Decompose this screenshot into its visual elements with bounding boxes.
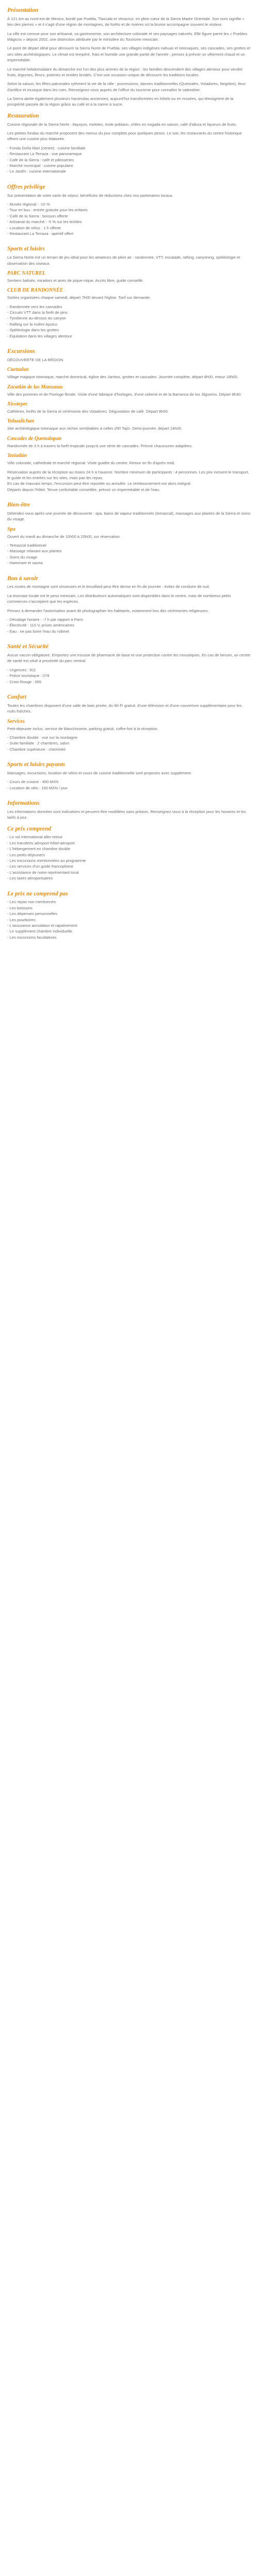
section-paragraph: Selon la saison, les fêtes patronales rythment la vie de la ville : processions, danses traditionnelles (Quetzales, Voladores, Negritos), feux d'artifice et musique dans les rues. Renseignez-vous auprès de l'office du tourisme pour connaître le calendrier. (7, 81, 246, 92)
spacer (7, 752, 251, 756)
section-title: Confort (7, 693, 27, 700)
list-item: - Les excursions mentionnées au programme (7, 858, 86, 863)
section-title: Présentation (7, 7, 39, 13)
list-item: - Eau : ne pas boire l'eau du robinet (7, 629, 70, 634)
section-title: Ce prix comprend (7, 825, 51, 832)
section-paragraph: DÉCOUVERTE DE LA RÉGION (7, 357, 63, 362)
section-paragraph: Détendez-vous après une journée de découverte : spa, bains de vapeur traditionnels (temazcal), massages aux plantes de la Sierra et soins du visage. (7, 511, 251, 522)
list-item: - Restaurant La Terraza : vue panoramique (7, 151, 82, 157)
subsection-title: Xicotepec (7, 401, 28, 407)
spacer (7, 236, 251, 241)
section-paragraph: La Sierra Norte est un terrain de jeu idéal pour les amateurs de plein air : randonnée, VTT, escalade, rafting, canyoning, spéléologie et observation des oiseaux. (7, 255, 240, 266)
section-paragraph: La Sierra abrite également plusieurs haciendas anciennes, aujourd'hui transformées en hôtels ou en musées, qui témoignent de la prospérité passée de la région grâce au café et à la canne à sucre. (7, 96, 234, 107)
section-title: Excursions (7, 348, 35, 355)
subsection-text: Petit-déjeuner inclus, service de blanchisserie, parking gratuit, coffre-fort à la réception. (7, 726, 158, 731)
section-restauration (7, 113, 251, 179)
list-item: - L'hébergement en chambre double (7, 846, 71, 852)
section-offres (7, 184, 251, 241)
spacer (7, 175, 251, 179)
section-paragraph: Aucun vaccin obligatoire. Emportez une trousse de pharmacie de base et une protection contre les moustiques. En cas de besoin, un centre de santé est situé à proximité du parc central. (7, 652, 251, 664)
section-paragraph: Les routes de montagne sont sinueuses et le brouillard peut être dense en fin de journée : évitez de conduire de nuit. (7, 584, 211, 589)
subsection-text: Randonnée de 3 h à travers la forêt tropicale jusqu'à une série de cascades. Prévoir chaussures adaptées. (7, 443, 192, 448)
list-item: - Hammam et sauna (7, 561, 43, 566)
section-paragraph: Sur présentation de votre carte de séjour, bénéficiez de réductions chez nos partenaires locaux. (7, 193, 174, 198)
list-item: - Chambre supérieure : cheminée (7, 747, 66, 752)
section-list (7, 201, 251, 236)
subsection-title: Teziutlán (7, 453, 27, 459)
section-excursions (7, 348, 251, 497)
section-title: Restauration (7, 112, 39, 119)
list-item: - Massage relaxant aux plantes (7, 549, 62, 554)
section-list (7, 304, 251, 339)
section-paragraph: Les petites fondas du marché proposent des menus du jour complets pour quelques pesos. Le soir, les restaurants du centre historique offrent une cuisine plus élaborée. (7, 131, 242, 142)
section-paragraph: Toutes les chambres disposent d'une salle de bain privée, du Wi-Fi gratuit, d'une télévision et d'une couverture supplémentaire pour les nuits fraîches. (7, 703, 242, 714)
section-paragraph: Les informations données sont indicatives et peuvent être modifiées sans préavis. Renseignez-vous à la réception pour les horaires et les tarifs à jour. (7, 809, 246, 820)
spacer (7, 339, 251, 343)
list-item: - Les transferts aéroport-hôtel-aéroport (7, 840, 75, 845)
list-item: - Chambre double : vue sur la montagne (7, 735, 77, 740)
spacer (7, 940, 251, 944)
list-item: - Les taxes aéroportuaires (7, 876, 53, 881)
list-item: - Les excursions facultatives (7, 935, 57, 940)
page (0, 0, 258, 944)
section-bon-savoir (7, 575, 251, 639)
spacer (7, 634, 251, 638)
subsection-text: Ville des pommes et de l'horloge florale. Visite d'une fabrique d'horloges, d'une cidrerie et de la Barranca de los Jilgueros. Départ 8h30. (7, 392, 242, 397)
list-item: Départs depuis l'hôtel. Tenue confortable conseillée, prévoir un imperméable et de l'eau. (7, 487, 160, 492)
section-compris (7, 826, 251, 886)
subsection-title: CLUB DE RANDONNÉE (7, 287, 63, 294)
subsection-text: Ouvert du mardi au dimanche de 10h00 à 20h00, sur réservation. (7, 534, 121, 539)
list-item: - Le supplément chambre individuelle (7, 929, 72, 934)
section-list (7, 779, 251, 791)
section-title: Informations (7, 800, 40, 807)
list-item: - Le vol international aller-retour (7, 835, 63, 840)
list-item: - Les boissons (7, 905, 33, 910)
list-item: - Les petits-déjeuners (7, 852, 45, 857)
section-list (7, 899, 251, 940)
section-title: Sports et loisirs (7, 246, 45, 252)
list-item: - Tour en bus : entrée gratuite pour les enfants (7, 208, 88, 213)
section-informations (7, 800, 251, 821)
section-bien-etre (7, 502, 251, 570)
subsection-title: Services (7, 718, 25, 724)
list-item: - Urgences : 911 (7, 667, 36, 672)
subsection-title: Cascades de Quetzalapan (7, 435, 61, 442)
list-item: - Police touristique : 078 (7, 673, 50, 679)
subsection-title: Yohualichan (7, 418, 35, 425)
list-item: - Cours de cuisine : 450 MXN (7, 779, 59, 785)
section-non-compris (7, 891, 251, 945)
list-item: - Croix-Rouge : 065 (7, 679, 42, 684)
subsection-text: Sorties organisées chaque samedi, départ 7h00 devant l'église. Tarif sur demande. (7, 295, 151, 300)
list-item: - Électricité : 110 V, prises américaines (7, 623, 74, 628)
list-item: - Les repas non mentionnés (7, 900, 56, 905)
subsection-text: Sentiers balisés, miradors et aires de pique-nique. Accès libre, guide conseillé. (7, 278, 144, 283)
list-item: - Rafting sur la rivière Apulco (7, 321, 58, 327)
subsection-title: Cuetzalan (7, 367, 29, 373)
list-item: - Suite familiale : 2 chambres, salon (7, 741, 70, 746)
section-list (7, 735, 251, 752)
list-item: - Randonnée vers les cascades (7, 304, 62, 309)
section-voyageurs (7, 761, 251, 795)
subsection-text: Ville coloniale, cathédrale et marché régional. Visite guidée du centre. Retour en fin d'après-midi. (7, 461, 175, 466)
section-list (7, 469, 251, 493)
section-title: Sports et loisirs payants (7, 761, 66, 768)
list-item: - Les services d'un guide francophone (7, 864, 74, 869)
section-paragraph: Le marché hebdomadaire du dimanche est l'un des plus animés de la région : les familles descendent des villages alentour pour vendre fruits, légumes, fleurs, poteries et textiles brodés. C'est une occasion unique de découvrir les traditions locales. (7, 66, 243, 77)
list-item: - Tyrolienne au-dessus du canyon (7, 316, 66, 321)
section-paragraph: À 121 km au nord-est de Mexico, bordé par Puebla, Tlaxcala et Veracruz, en plein cœur de la Sierra Madre Orientale. Son nom signifie « lieu des pierres » et il s'agit d'une région de montagnes, de forêts et de rivières où la brume accompagne souvent le visiteur. (7, 16, 245, 27)
section-title: Santé et Sécurité (7, 643, 49, 650)
section-paragraph: Le point de départ idéal pour découvrir la Sierra Norte de Puebla, ses villages indigènes nahuas et totonaques, ses cascades, ses grottes et ses sites archéologiques. Le climat est tempéré, frais et humide une grande partie de l'année ; pensez à prévoir un vêtement chaud et un imperméable. (7, 46, 250, 63)
section-list (7, 543, 251, 566)
list-item: - Les pourboires (7, 917, 36, 922)
list-item: - Location de vélos : 1 h offerte (7, 225, 61, 230)
section-confort (7, 694, 251, 756)
list-item: - Artisanat du marché : -5 % sur les textiles (7, 219, 82, 225)
section-paragraph: La ville est connue pour son artisanat, sa gastronomie, son architecture coloniale et ses paysages naturels. Elle figure parmi les « Pueblos Mágicos » depuis 2002, une distinction attribuée par le ministère du Tourisme mexicain. (7, 31, 248, 42)
list-item: - Café de la Sierra : boisson offerte (7, 213, 68, 218)
list-item: - Location de vélo : 150 MXN / jour (7, 785, 68, 790)
section-paragraph: La monnaie locale est le peso mexicain. Les distributeurs automatiques sont disponibles dans le centre, mais de nombreux petits commerces n'acceptent que les espèces. (7, 593, 231, 604)
section-list (7, 667, 251, 685)
list-item: - Temazcal traditionnel (7, 543, 46, 548)
subsection-title: PARC NATUREL (7, 270, 45, 276)
section-paragraph: Pensez à demander l'autorisation avant de photographier les habitants, notamment lors des cérémonies religieuses. (7, 608, 209, 613)
section-title: Bien-être (7, 502, 30, 509)
section-presentation (7, 7, 251, 108)
list-item: - Les dépenses personnelles (7, 911, 58, 917)
list-item: - Café de la Sierra : café et pâtisseries (7, 157, 74, 162)
spacer (7, 791, 251, 795)
section-title: Offres privilège (7, 183, 45, 190)
subsection-text: Site archéologique totonaque aux niches semblables à celles d'El Tajín. Demi-journée, départ 14h00. (7, 426, 183, 431)
list-item: - Soins du visage (7, 554, 38, 560)
list-item: - Circuits VTT dans la forêt de pins (7, 310, 68, 315)
list-item: - L'assistance de notre représentant local (7, 870, 79, 875)
subsection-title: Zacatlán de las Manzanas (7, 384, 63, 390)
section-paragraph: Cuisine régionale de la Sierra Norte : tlayoyos, molotes, mole poblano, chiles en nogada en saison, café d'altura et liqueurs de fruits. (7, 122, 237, 127)
subsection-text: Village magique totonaque, marché dominical, église des Jarritos, grottes et cascades. Journée complète, départ 8h00, retour 18h00. (7, 375, 238, 380)
section-title: Bon à savoir (7, 575, 39, 582)
list-item: - Équitation dans les villages alentour (7, 333, 72, 338)
list-item: - Fonda Doña Mari (centre) : cuisine familiale (7, 145, 86, 150)
section-sports (7, 246, 251, 343)
list-item: Réservation auprès de la réception au moins 24 h à l'avance. Nombre minimum de participants : 4 personnes. Les prix incluent le transport, le guide et les entrées sur les sites, mais pas les repas. (7, 469, 249, 480)
list-item: - Le Jardín : cuisine internationale (7, 169, 66, 174)
section-list (7, 834, 251, 881)
list-item: En cas de mauvais temps, l'excursion peut être reportée ou annulée. Le remboursement est alors intégral. (7, 481, 191, 486)
list-item: - Restaurant La Terraza : apéritif offert (7, 231, 74, 236)
section-list (7, 145, 251, 175)
spacer (7, 882, 251, 886)
section-list (7, 617, 251, 634)
list-item: - Spéléologie dans les grottes (7, 328, 59, 333)
section-paragraph: Massages, excursions, location de vélos et cours de cuisine traditionnelle sont proposés avec supplément. (7, 770, 192, 775)
list-item: - Marché municipal : cuisine populaire (7, 163, 73, 168)
list-item: - Décalage horaire : -7 h par rapport à Paris (7, 617, 83, 622)
spacer (7, 566, 251, 570)
list-item: - Musée régional : -10 % (7, 201, 50, 207)
spacer (7, 685, 251, 689)
subsection-text: Caféières, forêts de la Sierra et cérémonie des Voladores. Dégustation de café. Départ 9h00. (7, 409, 169, 414)
section-title: Le prix ne comprend pas (7, 890, 68, 897)
section-sante (7, 643, 251, 689)
subsection-title: Spa (7, 526, 15, 532)
spacer (7, 493, 251, 497)
list-item: - L'assurance annulation et rapatriement (7, 923, 77, 928)
